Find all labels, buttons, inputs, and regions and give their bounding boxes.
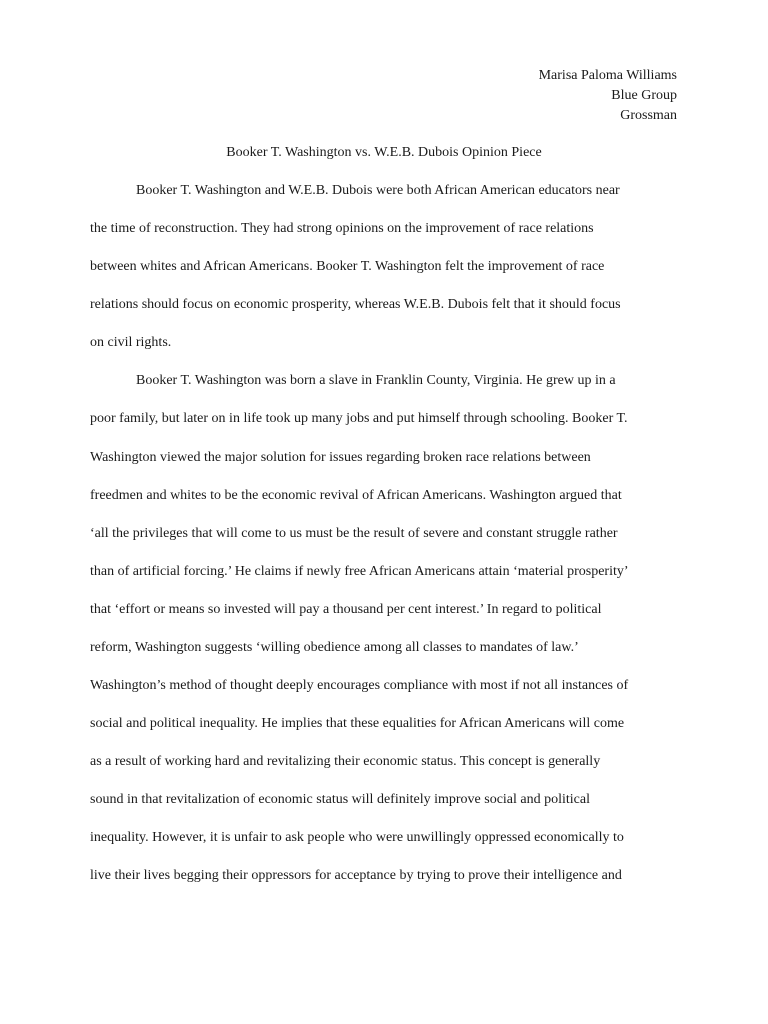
paragraph-line: inequality. However, it is unfair to ask people who were unwillingly oppressed economically to (90, 830, 624, 845)
paragraph-line: Washington’s method of thought deeply encourages compliance with most if not all instances of (90, 678, 629, 693)
paragraph-line: relations should focus on economic prosperity, whereas W.E.B. Dubois felt that it should focus (90, 297, 621, 312)
paragraph-line: reform, Washington suggests ‘willing obedience among all classes to mandates of law.’ (90, 640, 579, 655)
paragraph-line: freedmen and whites to be the economic revival of African Americans. Washington argued that (90, 488, 622, 503)
group-name: Blue Group (611, 88, 677, 103)
paragraph-line: between whites and African Americans. Booker T. Washington felt the improvement of race (90, 259, 605, 274)
paragraph-line: live their lives begging their oppressors for acceptance by trying to prove their intelligence and (90, 868, 622, 883)
paragraph-line: Booker T. Washington was born a slave in Franklin County, Virginia. He grew up in a (136, 373, 616, 388)
author-name: Marisa Paloma Williams (538, 68, 677, 83)
paragraph-line: poor family, but later on in life took up many jobs and put himself through schooling. Booker T. (90, 411, 628, 426)
paragraph-line: social and political inequality. He implies that these equalities for African Americans will come (90, 716, 625, 731)
teacher-name: Grossman (620, 108, 677, 123)
document-header (539, 66, 677, 126)
paragraph-line: that ‘effort or means so invested will pay a thousand per cent interest.’ In regard to political (90, 602, 602, 617)
paragraph-line: ‘all the privileges that will come to us must be the result of severe and constant struggle rather (90, 526, 618, 541)
paragraph-line: Booker T. Washington and W.E.B. Dubois were both African American educators near (136, 183, 620, 198)
paragraph-line: as a result of working hard and revitalizing their economic status. This concept is generally (90, 754, 601, 769)
paragraph-line: than of artificial forcing.’ He claims if newly free African Americans attain ‘material prosperity’ (90, 564, 629, 579)
paragraph-line: on civil rights. (90, 335, 172, 350)
document-title: Booker T. Washington vs. W.E.B. Dubois Opinion Piece (226, 145, 542, 160)
paragraph-line: Washington viewed the major solution for issues regarding broken race relations between (90, 450, 591, 465)
paragraph-line: the time of reconstruction. They had strong opinions on the improvement of race relations (90, 221, 594, 236)
paragraph-line: sound in that revitalization of economic status will definitely improve social and political (90, 792, 590, 807)
